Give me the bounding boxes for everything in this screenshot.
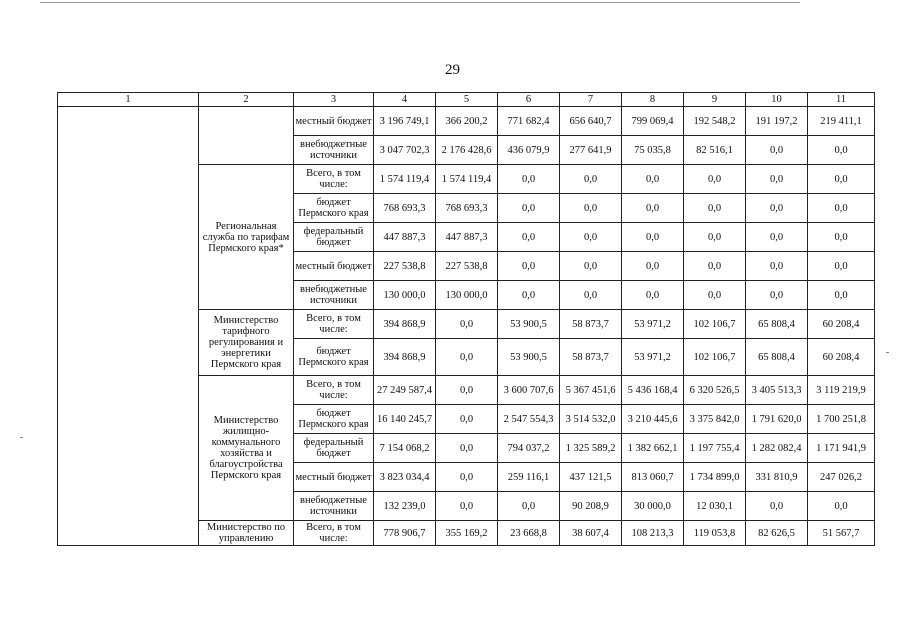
org-cell: Министерство тарифного регулирования и энергетики Пермского края	[199, 310, 294, 376]
value-cell: 51 567,7	[808, 521, 875, 546]
header-cell: 7	[560, 93, 622, 107]
value-cell: 2 176 428,6	[436, 136, 498, 165]
value-cell: 0,0	[808, 252, 875, 281]
program-cell	[58, 107, 199, 546]
value-cell: 3 119 219,9	[808, 376, 875, 405]
page-number: 29	[445, 62, 460, 78]
value-cell: 102 106,7	[684, 339, 746, 376]
value-cell: 7 154 068,2	[374, 434, 436, 463]
value-cell: 0,0	[808, 136, 875, 165]
value-cell: 3 047 702,3	[374, 136, 436, 165]
value-cell: 0,0	[746, 194, 808, 223]
value-cell: 5 367 451,6	[560, 376, 622, 405]
value-cell: 794 037,2	[498, 434, 560, 463]
value-cell: 1 382 662,1	[622, 434, 684, 463]
value-cell: 0,0	[746, 223, 808, 252]
value-cell: 0,0	[684, 194, 746, 223]
value-cell: 0,0	[808, 223, 875, 252]
value-cell: 0,0	[808, 281, 875, 310]
value-cell: 0,0	[746, 252, 808, 281]
value-cell: 219 411,1	[808, 107, 875, 136]
value-cell: 1 282 082,4	[746, 434, 808, 463]
value-cell: 16 140 245,7	[374, 405, 436, 434]
value-cell: 3 210 445,6	[622, 405, 684, 434]
value-cell: 53 900,5	[498, 310, 560, 339]
value-cell: 0,0	[498, 165, 560, 194]
value-cell: 768 693,3	[436, 194, 498, 223]
org-cell: Региональная служба по тарифам Пермского края*	[199, 165, 294, 310]
value-cell: 65 808,4	[746, 310, 808, 339]
funding-type-cell: бюджет Пермского края	[294, 194, 374, 223]
value-cell: 5 436 168,4	[622, 376, 684, 405]
value-cell: 437 121,5	[560, 463, 622, 492]
header-cell: 3	[294, 93, 374, 107]
value-cell: 65 808,4	[746, 339, 808, 376]
value-cell: 0,0	[560, 252, 622, 281]
value-cell: 60 208,4	[808, 310, 875, 339]
value-cell: 82 516,1	[684, 136, 746, 165]
value-cell: 6 320 526,5	[684, 376, 746, 405]
value-cell: 0,0	[498, 492, 560, 521]
value-cell: 227 538,8	[436, 252, 498, 281]
value-cell: 331 810,9	[746, 463, 808, 492]
funding-type-cell: внебюджетные источники	[294, 281, 374, 310]
value-cell: 102 106,7	[684, 310, 746, 339]
value-cell: 2 547 554,3	[498, 405, 560, 434]
value-cell: 0,0	[498, 223, 560, 252]
value-cell: 119 053,8	[684, 521, 746, 546]
value-cell: 38 607,4	[560, 521, 622, 546]
value-cell: 3 600 707,6	[498, 376, 560, 405]
value-cell: 0,0	[808, 492, 875, 521]
value-cell: 277 641,9	[560, 136, 622, 165]
value-cell: 30 000,0	[622, 492, 684, 521]
value-cell: 656 640,7	[560, 107, 622, 136]
table-row	[58, 107, 875, 136]
funding-type-cell: федеральный бюджет	[294, 223, 374, 252]
funding-type-cell: бюджет Пермского края	[294, 405, 374, 434]
value-cell: 778 906,7	[374, 521, 436, 546]
value-cell: 130 000,0	[436, 281, 498, 310]
value-cell: 3 375 842,0	[684, 405, 746, 434]
value-cell: 1 791 620,0	[746, 405, 808, 434]
value-cell: 0,0	[684, 281, 746, 310]
value-cell: 0,0	[436, 463, 498, 492]
funding-type-cell: местный бюджет	[294, 107, 374, 136]
value-cell: 1 574 119,4	[436, 165, 498, 194]
value-cell: 82 626,5	[746, 521, 808, 546]
value-cell: 0,0	[498, 194, 560, 223]
value-cell: 355 169,2	[436, 521, 498, 546]
value-cell: 0,0	[684, 165, 746, 194]
value-cell: 90 208,9	[560, 492, 622, 521]
header-cell: 11	[808, 93, 875, 107]
value-cell: 12 030,1	[684, 492, 746, 521]
value-cell: 768 693,3	[374, 194, 436, 223]
value-cell: 130 000,0	[374, 281, 436, 310]
value-cell: 132 239,0	[374, 492, 436, 521]
value-cell: 0,0	[560, 165, 622, 194]
funding-type-cell: Всего, в том числе:	[294, 521, 374, 546]
header-cell: 1	[58, 93, 199, 107]
value-cell: 3 823 034,4	[374, 463, 436, 492]
header-cell: 10	[746, 93, 808, 107]
org-cell: Министерство по управлению	[199, 521, 294, 546]
header-cell: 4	[374, 93, 436, 107]
funding-type-cell: местный бюджет	[294, 252, 374, 281]
funding-type-cell: Всего, в том числе:	[294, 310, 374, 339]
header-cell: 2	[199, 93, 294, 107]
value-cell: 0,0	[808, 194, 875, 223]
value-cell: 0,0	[746, 492, 808, 521]
value-cell: 108 213,3	[622, 521, 684, 546]
value-cell: 23 668,8	[498, 521, 560, 546]
column-number-row	[58, 93, 875, 107]
value-cell: 58 873,7	[560, 310, 622, 339]
scan-edge-line	[40, 2, 800, 3]
value-cell: 366 200,2	[436, 107, 498, 136]
value-cell: 394 868,9	[374, 339, 436, 376]
funding-type-cell: внебюджетные источники	[294, 136, 374, 165]
value-cell: 53 900,5	[498, 339, 560, 376]
value-cell: 771 682,4	[498, 107, 560, 136]
value-cell: 227 538,8	[374, 252, 436, 281]
funding-type-cell: внебюджетные источники	[294, 492, 374, 521]
budget-table	[57, 92, 875, 546]
value-cell: 27 249 587,4	[374, 376, 436, 405]
value-cell: 436 079,9	[498, 136, 560, 165]
value-cell: 813 060,7	[622, 463, 684, 492]
value-cell: 0,0	[622, 252, 684, 281]
value-cell: 0,0	[436, 339, 498, 376]
value-cell: 0,0	[498, 281, 560, 310]
header-cell: 6	[498, 93, 560, 107]
value-cell: 0,0	[622, 281, 684, 310]
value-cell: 447 887,3	[374, 223, 436, 252]
value-cell: 259 116,1	[498, 463, 560, 492]
header-cell: 5	[436, 93, 498, 107]
value-cell: 53 971,2	[622, 339, 684, 376]
value-cell: 394 868,9	[374, 310, 436, 339]
value-cell: 0,0	[560, 194, 622, 223]
funding-type-cell: бюджет Пермского края	[294, 339, 374, 376]
value-cell: 0,0	[436, 434, 498, 463]
scan-mark	[20, 437, 23, 438]
value-cell: 60 208,4	[808, 339, 875, 376]
funding-type-cell: Всего, в том числе:	[294, 376, 374, 405]
value-cell: 0,0	[622, 223, 684, 252]
value-cell: 0,0	[436, 405, 498, 434]
funding-type-cell: федеральный бюджет	[294, 434, 374, 463]
value-cell: 0,0	[560, 223, 622, 252]
value-cell: 191 197,2	[746, 107, 808, 136]
value-cell: 3 405 513,3	[746, 376, 808, 405]
value-cell: 0,0	[622, 194, 684, 223]
value-cell: 0,0	[746, 165, 808, 194]
scan-mark	[886, 352, 889, 353]
value-cell: 0,0	[808, 165, 875, 194]
org-cell	[199, 107, 294, 165]
value-cell: 447 887,3	[436, 223, 498, 252]
value-cell: 1 171 941,9	[808, 434, 875, 463]
value-cell: 799 069,4	[622, 107, 684, 136]
funding-type-cell: Всего, в том числе:	[294, 165, 374, 194]
value-cell: 0,0	[746, 281, 808, 310]
value-cell: 0,0	[746, 136, 808, 165]
value-cell: 0,0	[684, 252, 746, 281]
value-cell: 0,0	[622, 165, 684, 194]
value-cell: 1 574 119,4	[374, 165, 436, 194]
header-cell: 9	[684, 93, 746, 107]
value-cell: 0,0	[560, 281, 622, 310]
value-cell: 1 734 899,0	[684, 463, 746, 492]
value-cell: 0,0	[436, 310, 498, 339]
value-cell: 0,0	[498, 252, 560, 281]
value-cell: 75 035,8	[622, 136, 684, 165]
header-cell: 8	[622, 93, 684, 107]
value-cell: 1 700 251,8	[808, 405, 875, 434]
value-cell: 0,0	[436, 492, 498, 521]
value-cell: 3 196 749,1	[374, 107, 436, 136]
value-cell: 0,0	[436, 376, 498, 405]
org-cell: Министерство жилищно-коммунального хозяйства и благоустройства Пермского края	[199, 376, 294, 521]
value-cell: 1 325 589,2	[560, 434, 622, 463]
value-cell: 58 873,7	[560, 339, 622, 376]
value-cell: 247 026,2	[808, 463, 875, 492]
value-cell: 0,0	[684, 223, 746, 252]
value-cell: 1 197 755,4	[684, 434, 746, 463]
value-cell: 53 971,2	[622, 310, 684, 339]
value-cell: 3 514 532,0	[560, 405, 622, 434]
funding-type-cell: местный бюджет	[294, 463, 374, 492]
value-cell: 192 548,2	[684, 107, 746, 136]
